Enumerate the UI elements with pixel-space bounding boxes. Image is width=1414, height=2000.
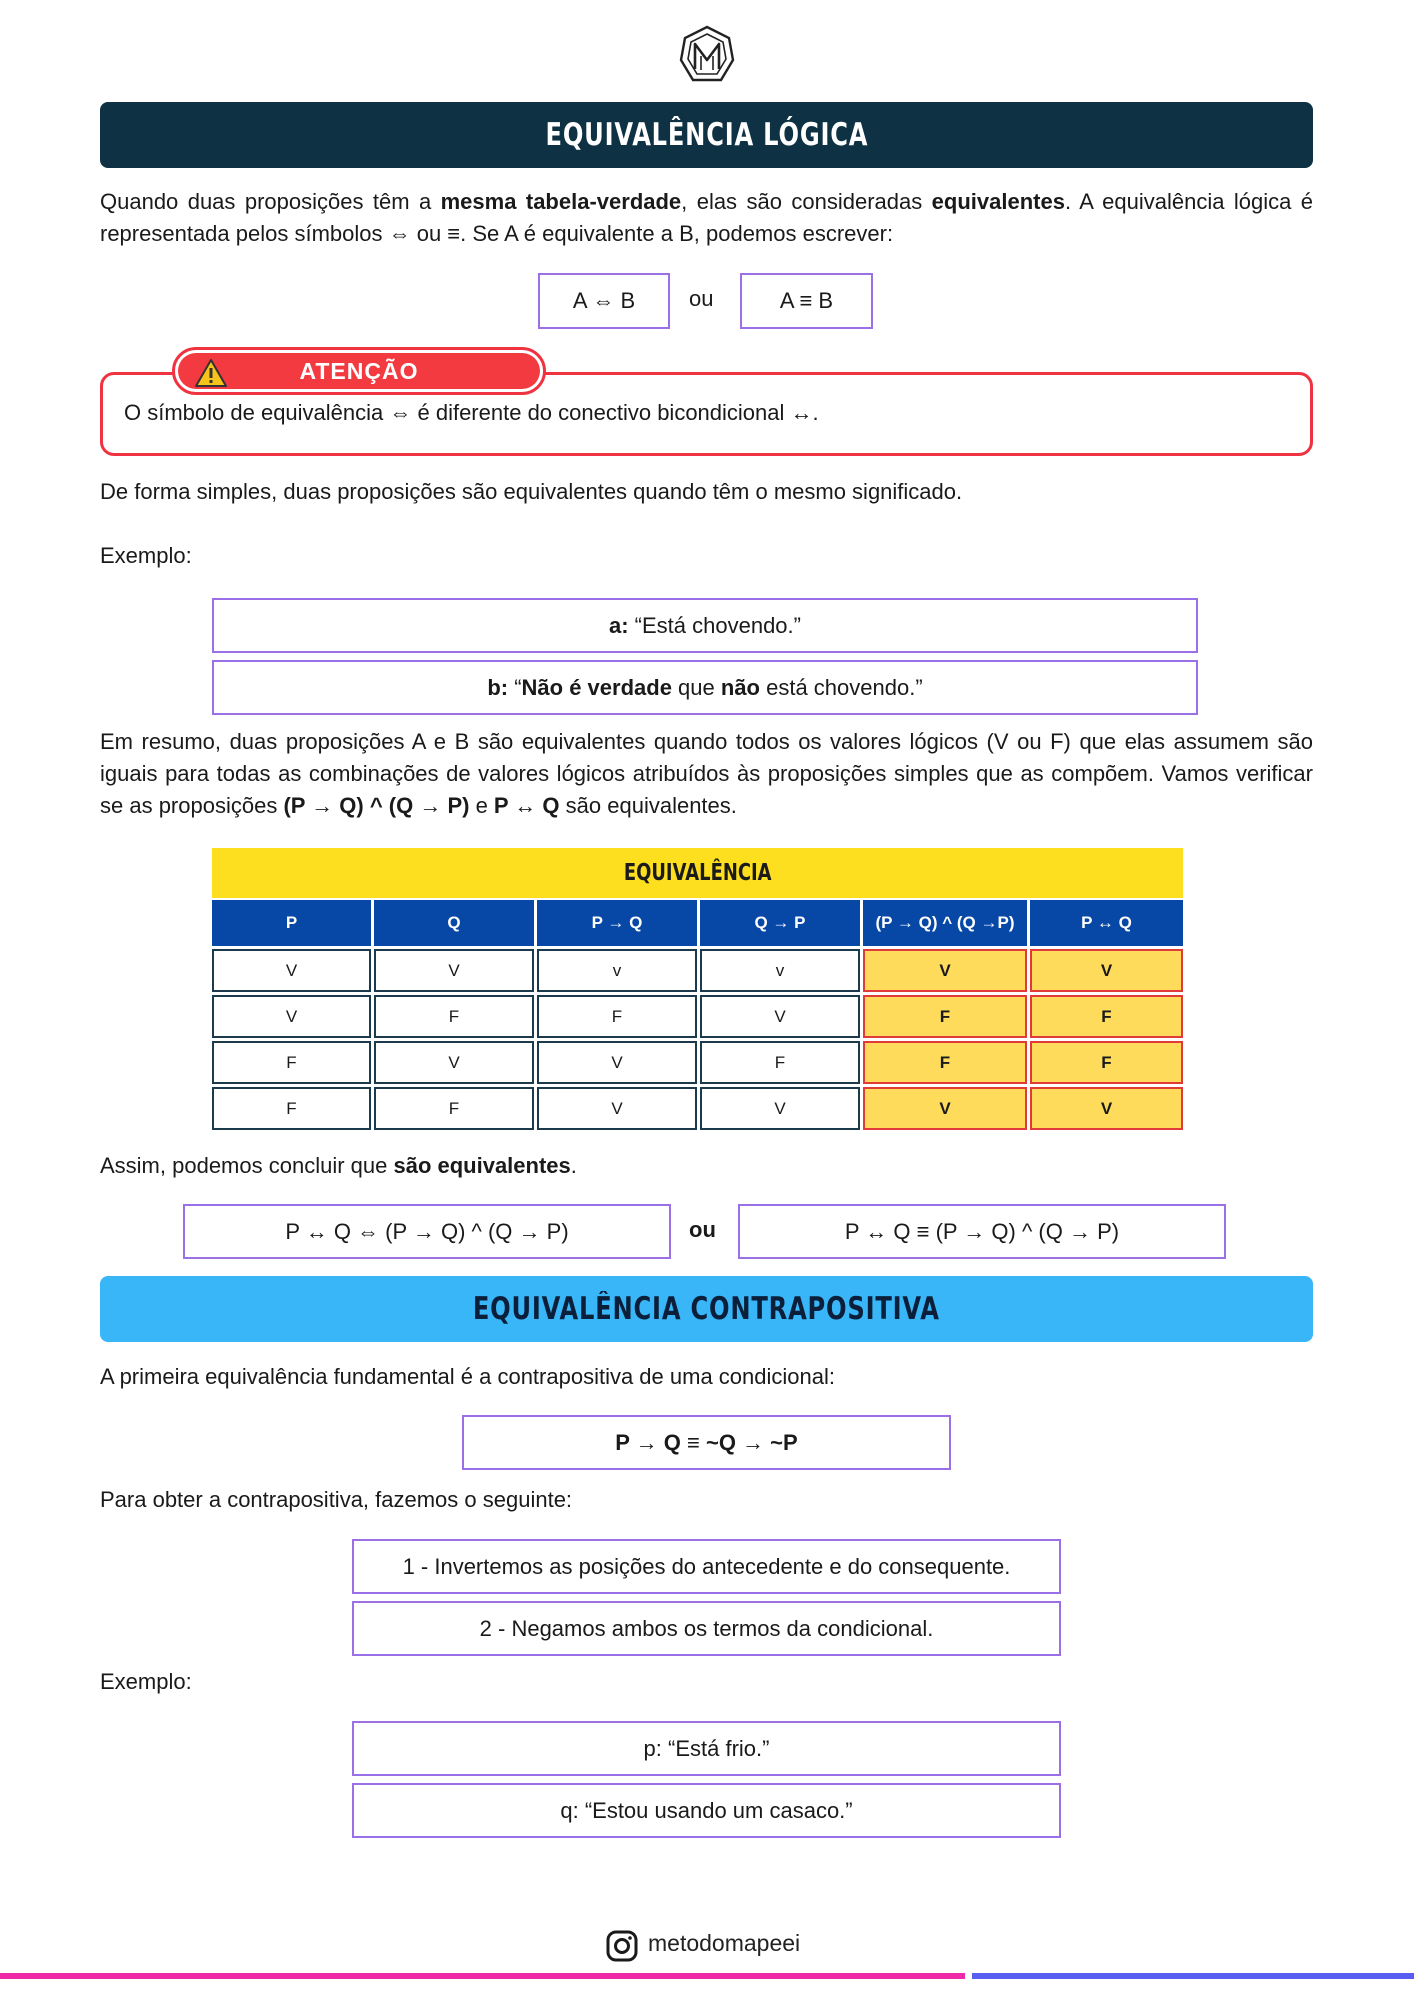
table-cell: V (212, 949, 371, 992)
example-box (352, 1783, 1061, 1838)
instagram-icon (606, 1930, 638, 1962)
table-cell: F (537, 995, 697, 1038)
conclusion-formula-box (183, 1204, 671, 1259)
table-header-cell: P ↔ Q (1030, 900, 1183, 946)
table-cell: F (863, 1041, 1027, 1084)
alert-text: O símbolo de equivalência ⇔ é diferente do conectivo bicondicional ↔. (124, 400, 819, 425)
table-cell: F (1030, 1041, 1183, 1084)
summary-bold-text: (P → Q) ^ (Q → P) (283, 793, 470, 818)
truth-table-title (212, 848, 1183, 898)
intro-text: , elas são consideradas (681, 189, 932, 214)
table-header-cell: Q (374, 900, 534, 946)
conclusion-text: Assim, podemos concluir que (100, 1153, 394, 1178)
example-b-part: Não é verdade (521, 674, 672, 700)
footer-handle: metodomapeei (648, 1930, 801, 1956)
footer-line-pink (0, 1973, 965, 1979)
example-b-box (212, 660, 1198, 715)
intro-bold-text: mesma tabela-verdade (440, 189, 682, 214)
conclusion-formula-text: P ↔ Q ⇔ (P → Q) ^ (Q → P) (285, 1218, 569, 1244)
summary-text: Em resumo, duas proposições A e B são equivalentes quando todos os valores lógicos (V ou F) que elas assumem são iguais para todas as combinações de valores lógicos atribuídos às proposições simples que as compõem. Vamos verificar se as proposições (100, 729, 1313, 818)
table-header-cell: Q → P (700, 900, 860, 946)
intro-text: . A equivalência lógica é representada pelos símbolos ⇔ ou ≡. Se A é equivalente a B, podemos escrever: (100, 189, 1313, 246)
truth-table-title-text: EQUIVALÊNCIA (623, 860, 772, 886)
example-a-label: a: (609, 612, 629, 638)
conclusion-formula-box (738, 1204, 1226, 1259)
table-cell: F (374, 995, 534, 1038)
conclusion-paragraph (100, 1150, 1313, 1182)
example-a-content: “Está chovendo.” (628, 612, 801, 638)
table-cell: V (863, 1087, 1027, 1130)
example-text: q: “Estou usando um casaco.” (560, 1797, 853, 1823)
contrapositive-formula-box (462, 1415, 951, 1470)
summary-text: são equivalentes. (559, 793, 737, 818)
steps-intro: Para obter a contrapositiva, fazemos o seguinte: (100, 1487, 573, 1512)
table-cell: V (374, 1041, 534, 1084)
table-cell: F (212, 1087, 371, 1130)
table-header-cell: (P → Q) ^ (Q →P) (863, 900, 1027, 946)
intro-text: Quando duas proposições têm a (100, 189, 441, 214)
simple-text: De forma simples, duas proposições são equivalentes quando têm o mesmo significado. (100, 479, 963, 504)
intro-paragraph (100, 186, 1313, 250)
conclusion-formula-text: P ↔ Q ≡ (P → Q) ^ (Q → P) (844, 1218, 1120, 1244)
section-title: EQUIVALÊNCIA LÓGICA (545, 117, 868, 153)
formula-text: A ⇔ B (572, 288, 636, 313)
example-box (352, 1721, 1061, 1776)
table-cell: v (537, 949, 697, 992)
table-cell: F (700, 1041, 860, 1084)
example-b-part: não (720, 674, 760, 700)
formula-text: A ≡ B (779, 288, 834, 313)
example-a-text (609, 613, 801, 639)
table-header-cell: P (212, 900, 371, 946)
table-cell: V (537, 1087, 697, 1130)
table-cell: V (863, 949, 1027, 992)
table-cell: V (700, 1087, 860, 1130)
table-cell: V (1030, 949, 1183, 992)
or-label: ou (689, 1217, 716, 1242)
table-cell: V (1030, 1087, 1183, 1130)
brand-logo-icon (677, 24, 737, 86)
table-cell: V (700, 995, 860, 1038)
section-title-banner (100, 1276, 1313, 1342)
formula-box (538, 273, 670, 329)
example-label: Exemplo: (100, 1669, 192, 1694)
example-b-part: “ (508, 674, 522, 700)
table-cell: V (537, 1041, 697, 1084)
summary-text: e (469, 793, 494, 818)
warning-triangle-icon (194, 358, 228, 388)
intro-bold-text: equivalentes (931, 189, 1065, 214)
formula-box (740, 273, 873, 329)
table-cell: v (700, 949, 860, 992)
table-cell: F (1030, 995, 1183, 1038)
table-cell: F (212, 1041, 371, 1084)
step-text: 2 - Negamos ambos os termos da condicional. (479, 1615, 934, 1641)
conclusion-text: . (570, 1153, 577, 1178)
section2-intro: A primeira equivalência fundamental é a contrapositiva de uma condicional: (100, 1364, 835, 1389)
alert-badge (172, 347, 546, 395)
section-title-banner (100, 102, 1313, 168)
summary-bold-text: P ↔ Q (493, 793, 560, 818)
table-cell: V (212, 995, 371, 1038)
example-b-label: b: (487, 674, 509, 700)
example-b-text (487, 675, 922, 701)
step-box (352, 1539, 1061, 1594)
example-text: p: “Está frio.” (643, 1735, 770, 1761)
example-a-box (212, 598, 1198, 653)
example-b-part: que (671, 674, 721, 700)
example-label: Exemplo: (100, 543, 192, 568)
section-title: EQUIVALÊNCIA CONTRAPOSITIVA (473, 1291, 940, 1327)
table-cell: V (374, 949, 534, 992)
footer-line-blue (972, 1973, 1414, 1979)
step-text: 1 - Invertemos as posições do antecedente e do consequente. (402, 1553, 1011, 1579)
example-b-part: está chovendo.” (760, 674, 923, 700)
conclusion-bold-text: são equivalentes (393, 1153, 571, 1178)
step-box (352, 1601, 1061, 1656)
table-header-cell: P → Q (537, 900, 697, 946)
or-label: ou (689, 286, 714, 311)
summary-paragraph (100, 726, 1313, 822)
table-cell: F (863, 995, 1027, 1038)
alert-label: ATENÇÃO (299, 357, 419, 384)
contrapositive-formula: P → Q ≡ ~Q → ~P (615, 1429, 798, 1455)
table-cell: F (374, 1087, 534, 1130)
